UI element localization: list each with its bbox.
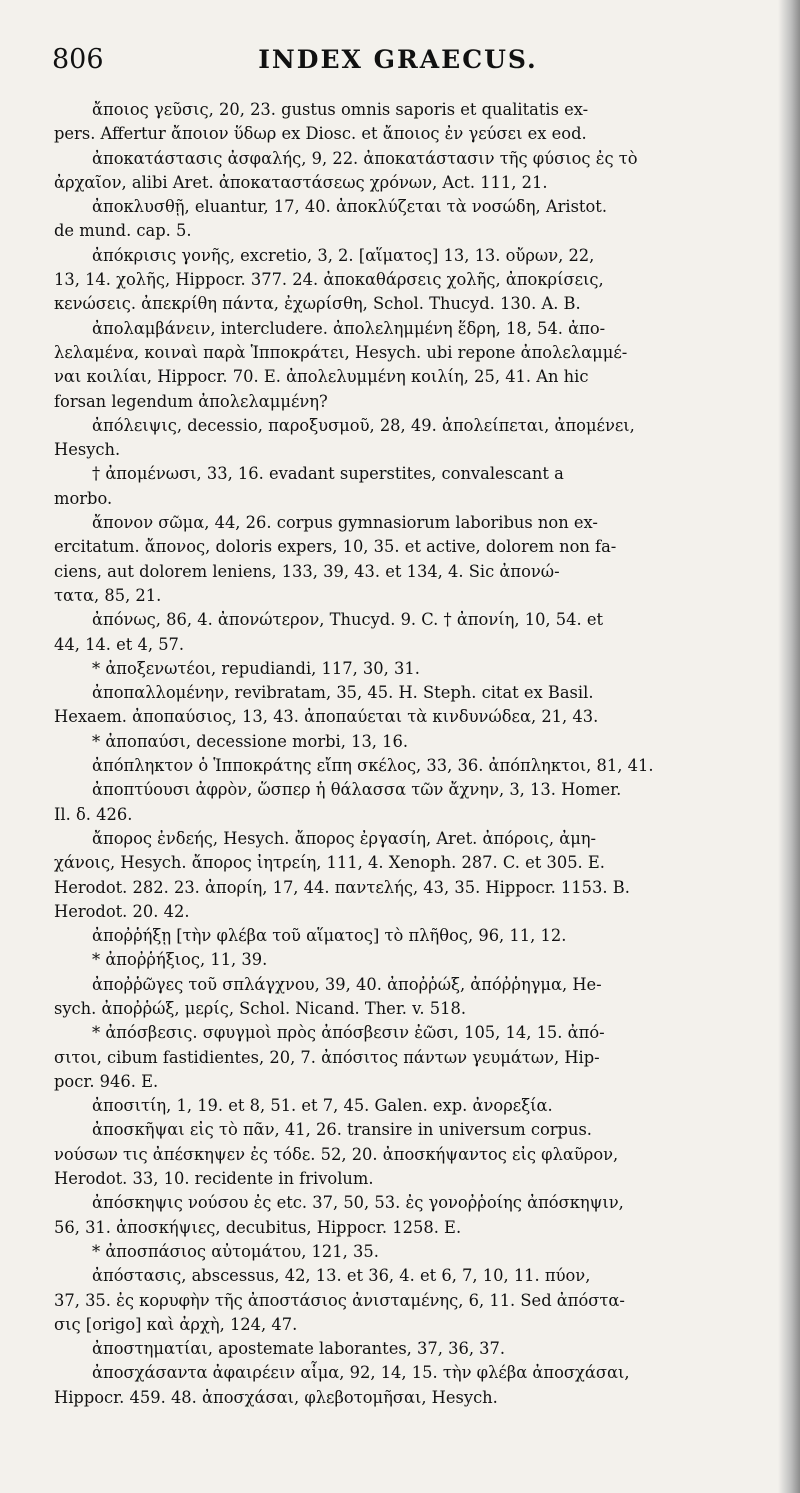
text-line: * ἀποξενωτέοι, repudiandi, 117, 30, 31. [92, 658, 420, 678]
text-line: pocr. 946. E. [54, 1071, 159, 1091]
text-line: ἀπολαμβάνειν, intercludere. ἀπολελημμένη ἕδρη, 18, 54. ἀπο- [92, 318, 606, 338]
text-line: ἀποκατάστασις ἀσφαλής, 9, 22. ἀποκατάστασιν τῆς φύσιος ἐς τὸ [92, 148, 638, 168]
text-line: ἄπορος ἐνδεής, Hesych. ἄπορος ἐργασίη, Aret. ἀπόροις, ἀμη- [92, 828, 597, 848]
text-line: κενώσεις. ἀπεκρίθη πάντα, ἐχωρίσθη, Schol. Thucyd. 130. A. B. [54, 294, 581, 314]
page-number: 806 [52, 44, 104, 75]
text-line: * ἀποπαύσι, decessione morbi, 13, 16. [92, 731, 409, 751]
text-line: ἀπόπληκτον ὁ Ἱπποκράτης εἴπη σκέλος, 33, 36. ἀπόπληκτοι, 81, 41. [92, 756, 654, 776]
text-line: χάνοις, Hesych. ἄπορος ἰητρείη, 111, 4. Xenoph. 287. C. et 305. E. [54, 853, 605, 873]
text-line: σιτοι, cibum fastidientes, 20, 7. ἀπόσιτος πάντων γευμάτων, Hip- [54, 1047, 600, 1067]
text-line: ἀπόστασις, abscessus, 42, 13. et 36, 4. et 6, 7, 10, 11. πύον, [92, 1266, 591, 1286]
text-line: νούσων τις ἀπέσκηψεν ἐς τόδε. 52, 20. ἀποσκήψαντος εἰς φλαῦρον, [54, 1144, 619, 1164]
text-line: ναι κοιλίαι, Hippocr. 70. E. ἀπολελυμμένη κοιλίη, 25, 41. An hic [54, 367, 589, 387]
text-line: Hesych. [54, 440, 121, 460]
text-line: 56, 31. ἀποσκήψιες, decubitus, Hippocr. 1258. E. [54, 1217, 462, 1237]
text-line: forsan legendum ἀπολελαμμένη? [54, 391, 328, 411]
running-head: INDEX GRAECUS. [258, 45, 538, 74]
text-line: ciens, aut dolorem leniens, 133, 39, 43. et 134, 4. Sic ἀπονώ- [54, 561, 560, 581]
text-line: * ἀποσπάσιος αὐτομάτου, 121, 35. [92, 1241, 379, 1261]
text-line: pers. Affertur ἄποιον ὕδωρ ex Diosc. et ἄποιος ἐν γεύσει ex eod. [54, 124, 587, 144]
text-line: ἀρχαῖον, alibi Aret. ἀποκαταστάσεως χρόνων, Act. 111, 21. [54, 172, 548, 192]
text-line: Herodot. 33, 10. recidente in frivolum. [54, 1169, 374, 1189]
text-line: * ἀπόσβεσις. σφυγμοὶ πρὸς ἀπόσβεσιν ἐῶσι, 105, 14, 15. ἀπό- [92, 1023, 605, 1043]
text-line: † ἀπομένωσι, 33, 16. evadant superstites, convalescant a [92, 464, 564, 484]
text-line: ἄποιος γεῦσις, 20, 23. gustus omnis saporis et qualitatis ex- [92, 100, 589, 119]
text-line: ἀποῤῥῶγες τοῦ σπλάγχνου, 39, 40. ἀποῤῥώξ, ἀπόῤῥηγμα, He- [92, 974, 602, 994]
text-line: de mund. cap. 5. [54, 221, 192, 241]
text-line: ἀπόλειψις, decessio, παροξυσμοῦ, 28, 49. ἀπολείπεται, ἀπομένει, [92, 415, 635, 435]
text-line: τατα, 85, 21. [54, 585, 162, 605]
text-line: Il. δ. 426. [54, 804, 133, 824]
text-line: Hexaem. ἀποπαύσιος, 13, 43. ἀποπαύεται τὰ κινδυνώδεα, 21, 43. [54, 707, 599, 727]
text-line: λελαμένα, κοιναὶ παρὰ Ἱπποκράτει, Hesych. ubi repone ἀπολελαμμέ- [54, 342, 628, 362]
text-line: * ἀποῤῥήξιος, 11, 39. [92, 950, 268, 970]
text-line: ἀποσιτίη, 1, 19. et 8, 51. et 7, 45. Galen. exp. ἀνορεξία. [92, 1096, 553, 1116]
text-line: sych. ἀποῤῥώξ, μερίς, Schol. Nicand. Ther. v. 518. [54, 998, 467, 1018]
text-line: ἄπονον σῶμα, 44, 26. corpus gymnasiorum laboribus non ex- [92, 513, 598, 533]
text-line: ἀποπτύουσι ἀφρὸν, ὥσπερ ἡ θάλασσα τῶν ἄχνην, 3, 13. Homer. [92, 780, 622, 800]
text-line: ἀποῤῥήξῃ [τὴν φλέβα τοῦ αἵματος] τὸ πλῆθος, 96, 11, 12. [92, 926, 567, 946]
text-line: morbo. [54, 488, 113, 508]
text-line: ἀπόκρισις γονῆς, excretio, 3, 2. [αἵματος] 13, 13. οὔρων, 22, [92, 245, 595, 265]
text-line: 13, 14. χολῆς, Hippocr. 377. 24. ἀποκαθάρσεις χολῆς, ἀποκρίσεις, [54, 270, 604, 290]
text-line: ercitatum. ἄπονος, doloris expers, 10, 35. et active, dolorem non fa- [54, 537, 617, 557]
text-line: ἀποστηματίαι, apostemate laborantes, 37, 36, 37. [92, 1339, 506, 1359]
text-line: ἀποπαλλομένην, revibratam, 35, 45. H. Steph. citat ex Basil. [92, 683, 594, 703]
text-line: 44, 14. et 4, 57. [54, 634, 185, 654]
text-line: σις [origo] καὶ ἀρχὴ, 124, 47. [54, 1314, 298, 1334]
page-header [38, 40, 758, 80]
text-line: ἀπόνως, 86, 4. ἀπονώτερον, Thucyd. 9. C. † ἀπονίη, 10, 54. et [92, 610, 604, 630]
text-line: Herodot. 20. 42. [54, 901, 190, 921]
text-line: 37, 35. ἐς κορυφὴν τῆς ἀποστάσιος ἀνισταμένης, 6, 11. Sed ἀπόστα- [54, 1290, 625, 1310]
page-edge [778, 0, 800, 1493]
text-line: ἀποσχάσαντα ἀφαιρέειν αἷμα, 92, 14, 15. τὴν φλέβα ἀποσχάσαι, [92, 1363, 630, 1383]
text-line: ἀποκλυσθῇ, eluantur, 17, 40. ἀποκλύζεται τὰ νοσώδη, Aristot. [92, 197, 607, 217]
index-text [54, 98, 766, 1410]
text-line: Herodot. 282. 23. ἀπορίη, 17, 44. παντελής, 43, 35. Hippocr. 1153. B. [54, 877, 630, 897]
text-line: ἀπόσκηψις νούσου ἐς etc. 37, 50, 53. ἐς γονοῤῥοίης ἀπόσκηψιν, [92, 1193, 624, 1213]
text-line: ἀποσκῆψαι εἰς τὸ πᾶν, 41, 26. transire in universum corpus. [92, 1120, 592, 1140]
text-line: Hippocr. 459. 48. ἀποσχάσαι, φλεβοτομῆσαι, Hesych. [54, 1387, 498, 1407]
